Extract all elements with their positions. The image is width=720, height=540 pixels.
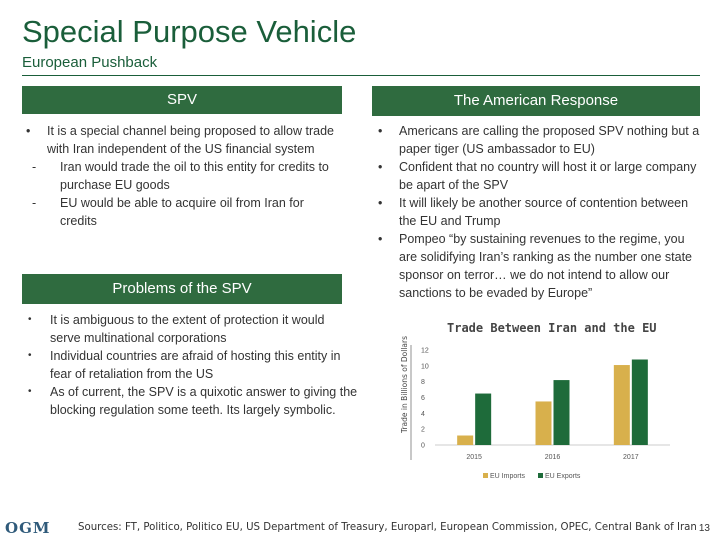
response-text: Americans are calling the proposed SPV nothing but a paper tiger (US ambassador to EU): [399, 124, 700, 156]
slide-subtitle: European Pushback: [22, 54, 158, 71]
title-divider: [22, 75, 700, 76]
response-content: [372, 122, 702, 302]
bar: [554, 380, 570, 445]
y-tick-label: 0: [421, 442, 425, 450]
legend-label: EU Exports: [545, 473, 581, 480]
problem-text: Individual countries are afraid of hosting this entity in fear of retaliation from the US: [50, 349, 341, 381]
y-tick-label: 2: [421, 426, 425, 434]
problem-bullet: [8, 383, 358, 419]
response-bullet: [372, 194, 702, 230]
legend-label: EU Imports: [490, 473, 526, 480]
y-tick-label: 8: [421, 379, 425, 387]
bar: [632, 360, 648, 446]
bullet-icon: •: [378, 160, 383, 174]
problems-content: [8, 311, 358, 419]
spv-header: SPV: [22, 86, 342, 114]
problem-text: It is ambiguous to the extent of protection it would serve multinational corporations: [50, 313, 325, 345]
legend-swatch: [483, 473, 488, 478]
slide-title: Special Purpose Vehicle: [22, 14, 357, 49]
bar: [536, 401, 552, 445]
y-axis-label: Trade in Billions of Dollars: [400, 336, 409, 433]
bullet-icon: •: [26, 124, 31, 138]
response-bullet: [372, 122, 702, 158]
problems-header: Problems of the SPV: [22, 274, 342, 304]
response-header: The American Response: [372, 86, 700, 116]
dash-icon: -: [32, 160, 37, 174]
response-bullet: [372, 230, 702, 302]
spv-content: [20, 122, 342, 230]
dash-icon: -: [32, 196, 37, 210]
problem-bullet: [8, 347, 358, 383]
logo: OGM: [5, 519, 51, 537]
page-number: 13: [698, 523, 710, 534]
bullet-icon: •: [28, 314, 32, 325]
spv-sub-bullet: [20, 194, 342, 230]
sources-text: Sources: FT, Politico, Politico EU, US Department of Treasury, Europarl, European Commission, OPEC, Central Bank of Iran: [78, 522, 697, 533]
bullet-icon: •: [28, 350, 32, 361]
x-tick-label: 2015: [466, 454, 482, 461]
spv-sub-text: EU would be able to acquire oil from Iran for credits: [60, 196, 304, 228]
y-tick-label: 6: [421, 395, 425, 402]
y-tick-label: 4: [421, 410, 425, 418]
y-tick-label: 10: [421, 363, 429, 371]
spv-sub-bullet: [20, 158, 342, 194]
bar: [614, 365, 630, 445]
problem-text: As of current, the SPV is a quixotic answer to giving the blocking regulation some teeth. Its largely symbolic.: [50, 385, 358, 417]
chart-title: Trade Between Iran and the EU: [447, 321, 657, 335]
trade-chart: [385, 315, 685, 485]
spv-sub-text: Iran would trade the oil to this entity for credits to purchase EU goods: [60, 160, 329, 192]
bullet-icon: •: [378, 196, 383, 210]
bullet-icon: •: [378, 124, 383, 138]
response-text: Confident that no country will host it or large company be apart of the SPV: [399, 160, 697, 192]
response-text: It will likely be another source of contention between the EU and Trump: [399, 196, 689, 228]
bar: [457, 436, 473, 446]
x-tick-label: 2016: [544, 454, 561, 461]
spv-main-text: It is a special channel being proposed to allow trade with Iran independent of the US financial system: [47, 124, 334, 156]
y-tick-label: 12: [421, 347, 429, 355]
bullet-icon: •: [378, 232, 383, 246]
spv-main-bullet: [20, 122, 342, 158]
bar: [475, 394, 491, 445]
response-text: Pompeo “by sustaining revenues to the regime, you are solidifying Iran’s ranking as the number one state sponsor on terror… we do not intend to allow our sanctions to be evaded by Europe”: [399, 232, 692, 300]
x-tick-label: 2017: [623, 454, 639, 461]
response-bullet: [372, 158, 702, 194]
legend-swatch: [538, 473, 543, 478]
bullet-icon: •: [28, 386, 32, 397]
problem-bullet: [8, 311, 358, 347]
